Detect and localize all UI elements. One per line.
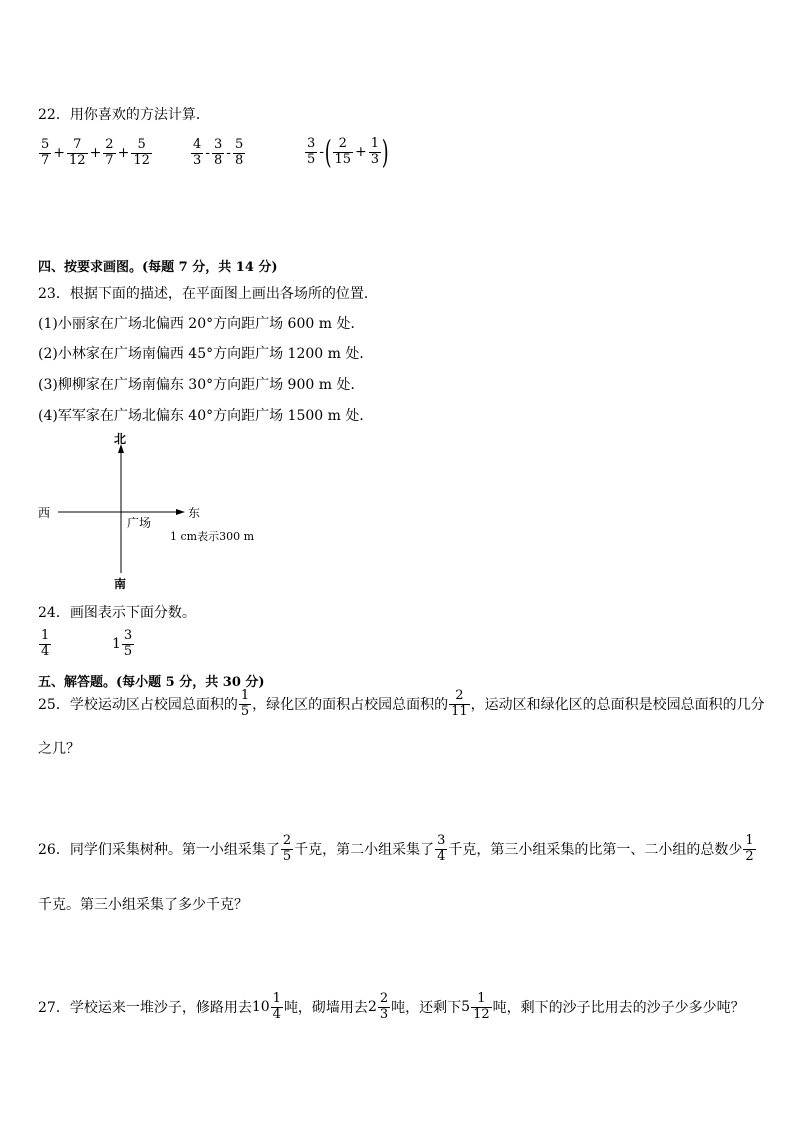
- fraction: $\frac{1}{2}$: [745, 833, 754, 864]
- fraction: $\frac{5}{8}$: [235, 137, 244, 168]
- operator: -: [226, 145, 232, 162]
- q27-line: 27．学校运来一堆沙子，修路用去10 $\frac{1}{4}$ 吨，砌墙用去2 $\frac{2}{3}$ 吨，还剩下5 $\frac{1}{12}$ 吨，剩下的沙子比用去的沙子少多少吨？: [38, 991, 745, 1022]
- plaza-label: 广场: [127, 516, 152, 530]
- operator: +: [53, 145, 66, 162]
- q22-expression-2: [190, 138, 246, 169]
- fraction: $\frac{3}{8}$: [214, 137, 223, 168]
- fraction: $\frac{1}{4}$: [272, 991, 281, 1022]
- direction-diagram: [30, 428, 280, 593]
- q23-item-2: (2)小林家在广场南偏西 45°方向距广场 1200 m 处．: [38, 346, 374, 362]
- section-4-heading: 四、按要求画图。(每题 7 分，共 14 分): [38, 260, 278, 275]
- west-label: 西: [38, 506, 51, 520]
- operator: +: [355, 144, 367, 160]
- q22-title: 22．用你喜欢的方法计算．: [38, 107, 210, 123]
- q22-expression-1: [38, 138, 153, 169]
- fraction: $\frac{5}{12}$: [133, 137, 150, 168]
- q26-line-1: 26．同学们采集树种。第一小组采集了 $\frac{2}{5}$ 千克，第二小组采集了 $\frac{3}{4}$ 千克，第三小组采集的比第一、二小组的总数少 $\frac{1}{2}$: [38, 833, 754, 864]
- q26-line-2: 千克。第三小组采集了多少千克？: [38, 897, 248, 913]
- fraction: $\frac{2}{15}$: [334, 135, 352, 167]
- fraction: $\frac{1}{4}$: [41, 628, 50, 659]
- east-label: 东: [188, 506, 201, 520]
- operator: -: [205, 145, 211, 162]
- scale-label: 1 cm表示300 m: [170, 530, 255, 543]
- fraction: $\frac{2}{3}$: [379, 991, 389, 1022]
- q22-expression-3: [304, 133, 389, 171]
- fraction: $\frac{1}{5}$: [240, 688, 250, 719]
- north-label: 北: [114, 432, 127, 446]
- fraction: $\frac{2}{11}$: [451, 688, 468, 719]
- fraction: $\frac{7}{12}$: [69, 137, 86, 168]
- fraction: $\frac{4}{3}$: [193, 137, 202, 168]
- right-parenthesis: ): [381, 133, 389, 171]
- q25-line-2: 之几？: [38, 741, 80, 757]
- q24-mixed-number: [112, 629, 135, 660]
- fraction: $\frac{3}{4}$: [437, 833, 446, 864]
- q24-fraction-1: [38, 629, 52, 660]
- fraction: $\frac{1}{3}$: [370, 135, 380, 167]
- left-parenthesis: (: [324, 133, 332, 171]
- operator: +: [89, 145, 102, 162]
- east-arrow-icon: [176, 509, 185, 515]
- q24-title: 24．画图表示下面分数。: [38, 605, 196, 621]
- fraction: $\frac{3}{5}$: [307, 135, 316, 167]
- q23-title: 23．根据下面的描述，在平面图上画出各场所的位置．: [38, 286, 378, 302]
- whole-part: 1: [112, 636, 121, 653]
- fraction: $\frac{2}{7}$: [105, 137, 114, 168]
- q23-item-1: (1)小丽家在广场北偏西 20°方向距广场 600 m 处．: [38, 316, 365, 332]
- fraction: $\frac{3}{5}$: [123, 628, 133, 659]
- operator: +: [117, 145, 130, 162]
- south-label: 南: [114, 577, 127, 591]
- fraction: $\frac{5}{7}$: [41, 137, 50, 168]
- section-5-heading: 五、解答题。(每小题 5 分，共 30 分): [38, 675, 265, 690]
- q25-line-1: 25．学校运动区占校园总面积的 $\frac{1}{5}$ ，绿化区的面积占校园总面积的 $\frac{2}{11}$ ，运动区和绿化区的总面积是校园总面积的几分: [38, 688, 765, 719]
- fraction: $\frac{1}{12}$: [473, 991, 490, 1022]
- q23-item-4: (4)军军家在广场北偏东 40°方向距广场 1500 m 处．: [38, 408, 374, 424]
- fraction: $\frac{2}{5}$: [282, 833, 292, 864]
- q23-item-3: (3)柳柳家在广场南偏东 30°方向距广场 900 m 处．: [38, 377, 365, 393]
- operator: -: [319, 144, 325, 160]
